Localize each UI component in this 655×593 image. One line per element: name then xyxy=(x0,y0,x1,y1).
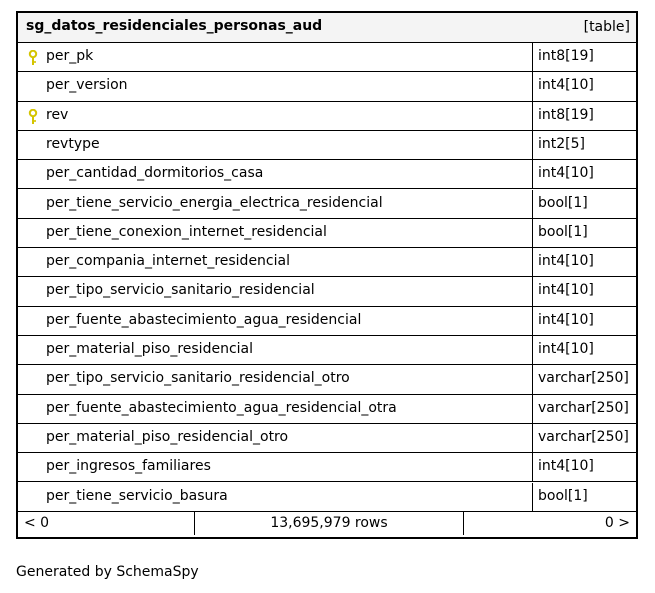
column-type: int4[10] xyxy=(538,77,594,94)
column-type: int8[19] xyxy=(538,48,594,64)
column-type-cell xyxy=(532,131,637,160)
primary-key-icon xyxy=(28,109,38,125)
column-row[interactable] xyxy=(18,365,636,394)
column-name: per_version xyxy=(46,77,128,94)
children-link[interactable]: 0 > xyxy=(604,515,630,531)
column-type-cell xyxy=(532,307,637,336)
column-row[interactable] xyxy=(18,160,636,189)
column-row[interactable] xyxy=(18,102,636,131)
column-type-cell xyxy=(532,395,637,424)
column-name: per_tipo_servicio_sanitario_residencial_otro xyxy=(46,370,350,387)
column-type: int4[10] xyxy=(538,165,594,182)
table-header[interactable] xyxy=(18,13,636,43)
column-name: per_fuente_abastecimiento_agua_residencial_otra xyxy=(46,399,397,416)
column-type-cell xyxy=(532,160,637,189)
column-type-cell xyxy=(532,43,637,72)
column-name: per_tiene_servicio_energia_electrica_residencial xyxy=(46,194,383,211)
column-name: per_tipo_servicio_sanitario_residencial xyxy=(46,282,315,299)
table-kind: [table] xyxy=(583,19,630,35)
column-type: bool[1] xyxy=(538,223,588,240)
column-row[interactable] xyxy=(18,190,636,219)
column-type-cell xyxy=(532,248,637,277)
column-name: per_cantidad_dormitorios_casa xyxy=(46,165,264,182)
column-name: rev xyxy=(46,106,69,123)
row-count: 13,695,979 rows xyxy=(194,512,464,535)
column-row[interactable] xyxy=(18,219,636,248)
column-type-cell xyxy=(532,336,637,365)
column-type: int4[10] xyxy=(538,458,594,475)
column-type: int4[10] xyxy=(538,282,594,299)
column-name: revtype xyxy=(46,135,100,152)
column-row[interactable] xyxy=(18,336,636,365)
column-type: int4[10] xyxy=(538,341,594,357)
column-row[interactable] xyxy=(18,131,636,160)
column-type: bool[1] xyxy=(538,194,588,211)
column-name: per_ingresos_familiares xyxy=(46,458,211,475)
column-row[interactable] xyxy=(18,483,636,512)
column-type-cell xyxy=(532,102,637,131)
generated-by-label: Generated by SchemaSpy xyxy=(16,564,199,580)
column-type: varchar[250] xyxy=(538,399,629,416)
column-name: per_tiene_servicio_basura xyxy=(46,487,228,504)
column-type-cell xyxy=(532,424,637,453)
primary-key-icon xyxy=(28,50,38,66)
column-row[interactable] xyxy=(18,307,636,336)
column-row[interactable] xyxy=(18,395,636,424)
column-type: varchar[250] xyxy=(538,428,629,445)
column-type: varchar[250] xyxy=(538,370,629,387)
column-type: int4[10] xyxy=(538,253,594,270)
column-type-cell xyxy=(532,453,637,482)
column-row[interactable] xyxy=(18,72,636,101)
column-name: per_compania_internet_residencial xyxy=(46,253,290,270)
column-type-cell xyxy=(532,219,637,248)
column-name: per_fuente_abastecimiento_agua_residencial xyxy=(46,311,362,328)
column-row[interactable] xyxy=(18,453,636,482)
column-name: per_pk xyxy=(46,48,94,64)
table-footer xyxy=(18,512,636,537)
column-type-cell xyxy=(532,72,637,101)
column-row[interactable] xyxy=(18,277,636,306)
column-type: int8[19] xyxy=(538,106,594,123)
column-type-cell xyxy=(532,277,637,306)
table-node xyxy=(16,11,638,539)
column-name: per_material_piso_residencial_otro xyxy=(46,428,289,445)
column-name: per_material_piso_residencial xyxy=(46,341,253,357)
table-name: sg_datos_residenciales_personas_aud xyxy=(26,18,323,34)
column-type: bool[1] xyxy=(538,487,588,504)
parents-link[interactable]: < 0 xyxy=(24,515,50,531)
column-row[interactable] xyxy=(18,248,636,277)
column-type-cell xyxy=(532,190,637,219)
column-row[interactable] xyxy=(18,43,636,72)
column-type: int2[5] xyxy=(538,135,585,152)
column-type: int4[10] xyxy=(538,311,594,328)
column-type-cell xyxy=(532,483,637,512)
column-row[interactable] xyxy=(18,424,636,453)
column-type-cell xyxy=(532,365,637,394)
column-name: per_tiene_conexion_internet_residencial xyxy=(46,223,327,240)
